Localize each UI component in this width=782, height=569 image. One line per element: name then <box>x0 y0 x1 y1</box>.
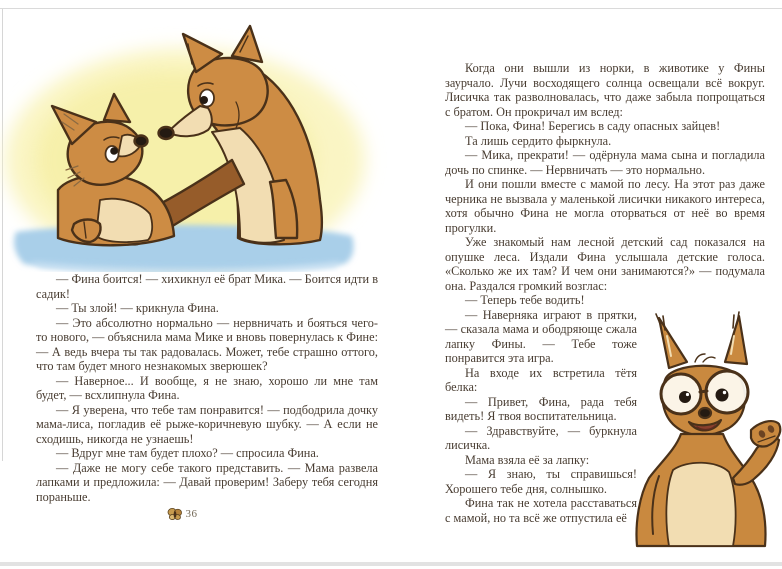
paragraph: — Фина боится! — хихикнул её брат Мика. — Боится идти в садик! <box>36 272 378 301</box>
left-page-footer <box>0 507 392 526</box>
paragraph: — Мика, прекрати! — одёрнула мама сына и погладила дочь по спинке. — Нервничать — это нормально. <box>445 148 765 177</box>
paragraph: — Вдруг мне там будет плохо? — спросила Фина. <box>56 446 319 460</box>
paragraph: Уже знакомый нам лесной детский сад показался на опушке леса. Издали Фина услышала детские голоса. «Сколько же их там? И чем они занимаются?» — подумала она. Раздался громкий возглас: <box>445 235 765 293</box>
mother-fox-and-cub-illustration <box>0 10 392 272</box>
paragraph: Мама взяла её за лапку: <box>465 452 590 467</box>
paragraph: — Я уверена, что тебе там понравится! — подбодрила дочку мама-лиса, погладив её рыже-коричневую шубку. — А если не сходишь, никогда не узнаешь! <box>36 402 378 446</box>
paragraph: — Привет, Фина, рада тебя видеть! Я твоя воспитательница. <box>445 394 637 423</box>
paragraph: Когда они вышли из норки, в животике у Фины заурчало. Лучи восходящего солнца освещали всё вокруг. Лисичка так разволновалась, что даже забыла попрощаться с братом. Он прокричал им вслед: <box>445 61 765 119</box>
paragraph: — Это абсолютно нормально — нервничать и бояться чего-то нового, — объяснила мама Мике и вновь повернулась к Фине: — А ведь вчера ты так радовалась. Может, тебе страшно оттого, что там будет много незнакомых зверюшек? <box>36 315 378 373</box>
paragraph: — Наверное... И вообще, я не знаю, хорошо ли мне там будет, — всхлипнула Фина. <box>36 373 378 402</box>
paragraph: — Теперь тебе водить! <box>465 293 585 307</box>
paragraph: Та лишь сердито фыркнула. <box>465 133 612 148</box>
left-page-text <box>36 272 378 504</box>
paragraph: Фина так не хотела расставаться с мамой, но та всё же отпустила её <box>445 496 637 525</box>
paragraph: — Пока, Фина! Берегись в саду опасных зайцев! <box>465 119 721 133</box>
right-page-text <box>445 61 765 546</box>
paragraph: — Я знаю, ты справишься! Хорошего тебе дня, солнышко. <box>445 467 637 496</box>
paragraph: — Наверняка играют в прятки, — сказала мама и ободряюще сжала лапку Фины. — Тебе тоже понравится эта игра. <box>445 307 637 365</box>
paragraph: И они пошли вместе с мамой по лесу. На этот раз даже черника не вызвала у маленькой лисички никакого интереса, хотя обычно Фина не могла оторваться от неё во время прогулки. <box>445 177 765 235</box>
paragraph: — Даже не могу себе такого представить. — Мама развела лапками и предложила: — Давай проверим! Заберу тебя сегодня пораньше. <box>36 460 378 504</box>
right-page <box>443 0 765 569</box>
paragraph: На входе их встретила тётя белка: <box>445 365 637 394</box>
paragraph: — Ты злой! — крикнула Фина. <box>56 301 219 315</box>
butterfly-ornament-icon <box>167 507 183 521</box>
page-number: 36 <box>185 508 198 520</box>
aunt-squirrel-waving-illustration <box>643 308 765 546</box>
paragraph: — Здравствуйте, — буркнула лисичка. <box>445 423 637 452</box>
